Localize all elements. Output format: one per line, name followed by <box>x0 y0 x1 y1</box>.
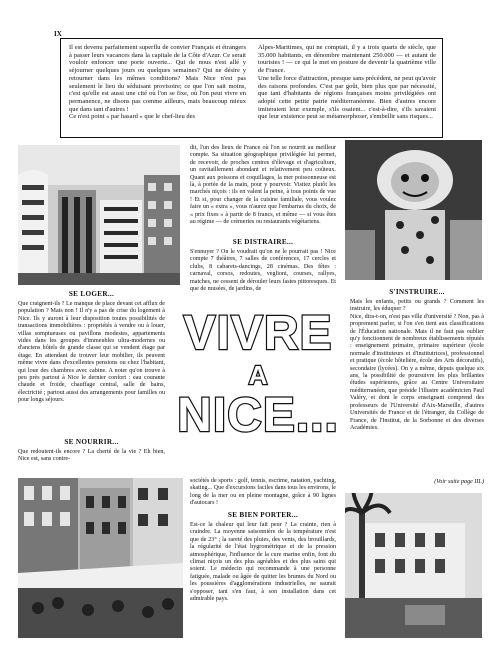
modern-buildings-photo <box>18 145 180 285</box>
palm-garden-photo <box>345 493 482 638</box>
page-number: IX <box>54 30 62 38</box>
porter-heading: SE BIEN PORTER... <box>227 511 299 519</box>
distraire-continued-text: sociétés de sports : golf, tennis, escrime, natation, yachting, skating... Que d'excursions faciles dans tous les environs, le long de la mer ou en pleine montagne, grâce à 90 lignes d'autocars ! <box>190 478 336 507</box>
instruire-heading: S'INSTRUIRE... <box>389 288 445 296</box>
title-line-2: A <box>248 360 268 390</box>
carnival-figure-photo <box>345 140 482 280</box>
market-street-photo <box>18 478 183 638</box>
porter-text: Est-ce la chaleur qui leur fait peur ? La crainte, rien à craindre. La moyenne saisonnière de la température n'est que de 23° ; la rareté des pluies, des vents, des brouillards, la régularité de l'état hygrométrique et de la pression atmosphérique, l'influence de la cure marine enfin, font du climat niçois un des plus agréables et des plus sains qui soient. Le médecin qui recommande à une personne fatiguée, malade ou âgée de quitter les brumes du Nord ou les poussières d'agglomérations industrielles, ne saurait s'opposer, tant s'en faut, à son installation dans cet admirable pays. <box>190 522 336 603</box>
title-line-1: VIVRE <box>183 307 333 360</box>
intro-left-text: Il est devenu parfaitement superflu de convier Français et étrangers à passer leurs vacances dans la capitale de la Côte d'Azur. Ce serait vouloir enfoncer une porte ouverte... Qui de nous n'est allé y séjourner quelques jours ou quelques semaines? Qui ne désire y retourner dans les mêmes conditions? Mais Nice n'est pas seulement le lieu du séduisant provisoire; ce que l'on sait moins, c'est qu'elle est aussi une cité où l'on se fixe, où l'on peut vivre en permanence, ne disons pas comme ailleurs, mais beaucoup mieux que dans tant d'autres ! Ce n'est point « par hasard » que le chef-lieu des <box>69 44 246 121</box>
distraire-text: S'ennuyer ? On le voudrait qu'on ne le pourrait pas ! Nice compte 7 théâtres, 7 salles de conférences, 17 cercles et clubs, 8 cabarets-dancings, 28 cinémas. Des fêtes : carnaval, corsos, redoutes, veglioni, courses, rallyes, matches, ne cessent de dérouler leurs fastes pittoresques. Et que de musées, de jardins, de <box>190 249 336 293</box>
loger-heading: SE LOGER... <box>68 290 115 298</box>
nourrir-heading: SE NOURRIR... <box>64 438 119 446</box>
nourrir-text: Que redoutent-ils encore ? La cherté de la vie ? Eh bien, Nice est, sans contre- <box>18 449 165 463</box>
loger-text: Que craignent-ils ? Le manque de place devant cet afflux de population ? Mais non ! Il n'y a pas de crise du logement à Nice. Ils y auront à leur disposition toutes possibilités de transactions immobilières : propriétés à vendre ou à louer, villas somptueuses ou pavillons modestes, appartements vides dans les groupes d'immeubles ultra-modernes ou d'anciens hôtels de grande classe qui se vendent étage par étage. En attendant de trouver leur mobilier, ils peuvent même vivre dans d'excellentes pensions ou chez l'habitant, qui loue des chambres avec cabine. A noter qu'on trouve à peu près partout à Nice le dernier confort : eau courante chaude et froide, chauffage central, salle de bains, électricité ; partout aussi des arrangements pour familles ou pour longs séjours. <box>18 301 165 404</box>
nourrir-continued-text: dit, l'un des lieux de France où l'on se nourrit au meilleur compte. Sa situation géographique privilégiée lui permet, de recevoir, de proches centres d'élevage et d'agriculture, un ravitaillement abondant et relativement peu coûteux. Quant aux poissons et coquillages, la mer poissonneuse est là, à portée de la main, pour y pourvoir. Visitez plutôt les marchés niçois : ils en valent la peine, à tous points de vue ! Et si, pour changer de la cuisine familiale, vous voulez faire un « extra », vous n'aurez que l'embarras du choix, de « prix fixes » à partir de 8 francs, et même — si vous êtes au régime — de crèmeries ou restaurants végétariens. <box>190 145 336 226</box>
instruire-text: Mais les enfants, petits ou grands ? Comment les instruire, les éduquer ? Nice, dira-t-on, n'est pas ville d'université ? Non, pas à proprement parler, si l'on s'en tient aux classifications de l'Éducation nationale. Mais il ne faut pas oublier qu'y fonctionnent de nombreux établissements réputés : enseignement primaire, primaire supérieur (école normale d'instituteurs et d'institutrices), professionnel et pratique (école hôtelière, école des Arts décoratifs), secondaire (lycées). On y a même, depuis quelque six ans, la possibilité de poursuivre les plus brillantes études supérieures, grâce au Centre Universitaire méditerranéen, que préside l'illustre académicien Paul Valéry, et dont le corps enseignant comprend des professeurs de l'Université d'Aix-Marseille, d'autres Universités de France et de l'étranger, du Collège de France, de l'Institut, de la Sorbonne et des diverses Académies. <box>350 299 484 431</box>
intro-box <box>60 38 443 138</box>
intro-right-text: Alpes-Maritimes, qui ne comptait, il y a trois quarts de siècle, que 35.000 habitants, en dénombre maintenant 250.000 — et autant de touristes ! — ce qui le met en posture de devenir la quatrième ville de France. Une telle force d'attraction, presque sans précédent, ne peut qu'avoir des raisons profondes. C'est par goût, bien plus que par nécessité, que tant d'habitants de régions françaises moins privilégiées ont adopté cette petite patrie méditerranéenne. Bien d'autres encore imiteraient leur exemple, s'ils osaient... c'est-à-dire, s'ils savaient que leur existence peut se métamorphoser, s'embellir sans risques... <box>258 44 436 121</box>
instruire-see-next: (Voir suite page III.) <box>434 479 484 485</box>
title-line-3: NICE... <box>177 389 339 442</box>
distraire-heading: SE DISTRAIRE... <box>232 238 294 246</box>
